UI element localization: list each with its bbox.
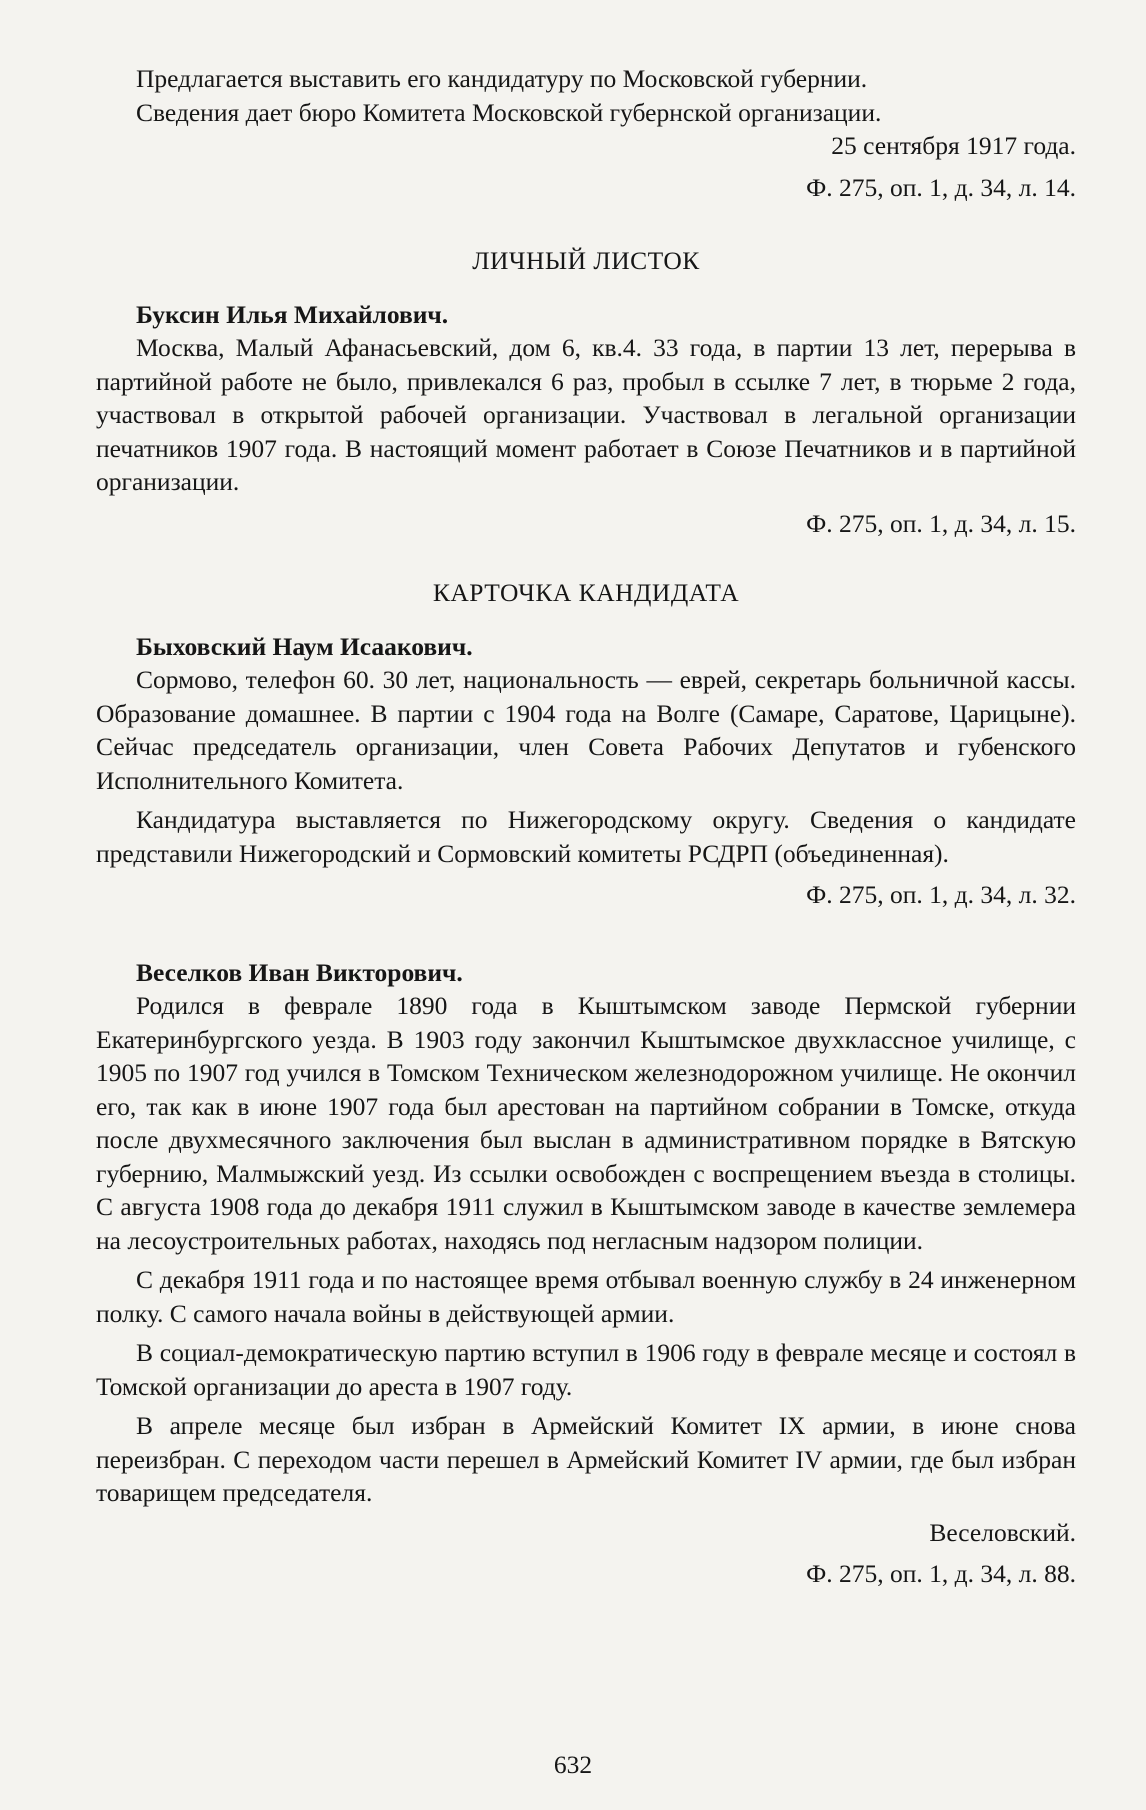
signature: Веселовский. [929,1517,1076,1547]
paragraph: Сормово, телефон 60. 30 лет, национальность — еврей, секретарь больничной кассы. Образование домашнее. В партии с 1904 года на Волге (Самаре, Саратове, Царицыне). Сейчас председатель организации, член Совета Рабочих Депутатов и губенского Исполнительного Комитета. [96,665,1076,795]
intro-section [96,62,1076,204]
paragraph: Родился в феврале 1890 года в Кыштымском заводе Пермской губернии Екатеринбургского уезда. В 1903 году закончил Кыштымское двухклассное училище, с 1905 по 1907 год учился в Томском Техническом железнодорожном училище. Не окончил его, так как в июне 1907 года был арестован на партийном собрании в Томске, откуда после двухмесячного заключения был выслан в административном порядке в Вятскую губернию, Малмыжский уезд. Из ссылки освобожден с воспрещением въезда в столицы. С августа 1908 года до декабря 1911 служил в Кыштымском заводе в качестве землемера на лесоустроительных работах, находясь под негласным надзором полиции. [96,991,1076,1255]
archive-reference: Ф. 275, оп. 1, д. 34, л. 88. [806,1559,1076,1588]
intro-line-1: Предлагается выставить его кандидатуру по Московской губернии. [136,64,868,93]
intro-date: 25 сентября 1917 года. [831,131,1076,160]
section-heading: КАРТОЧКА КАНДИДАТА [432,578,740,607]
paragraph: В апреле месяце был избран в Армейский Комитет IX армии, в июне снова переизбран. С переходом части перешел в Армейский Комитет IV армии, где был избран товарищем председателя. [96,1411,1076,1507]
biography-section [96,956,1076,1591]
paragraph: В социал-демократическую партию вступил в 1906 году в феврале месяце и состоял в Томской организации до ареста в 1907 году. [96,1338,1076,1401]
archive-reference: Ф. 275, оп. 1, д. 34, л. 14. [806,172,1076,202]
person-name: Буксин Илья Михайлович. [136,299,449,329]
intro-line-2: Сведения дает бюро Комитета Московской губернской организации. [136,97,882,127]
section-heading: ЛИЧНЫЙ ЛИСТОК [472,246,700,275]
archive-reference: Ф. 275, оп. 1, д. 34, л. 32. [806,880,1076,909]
person-name: Быховский Наум Исаакович. [136,631,473,661]
paragraph: Кандидатура выставляется по Нижегородскому округу. Сведения о кандидате представили Нижегородский и Сормовский комитеты РСДРП (объединенная). [96,805,1076,868]
paragraph: Москва, Малый Афанасьевский, дом 6, кв.4. 33 года, в партии 13 лет, перерыва в партийной работе не было, привлекался 6 раз, пробыл в ссылке 7 лет, в тюрьме 2 года, участвовал в открытой рабочей организации. Участвовал в легальной организации печатников 1907 года. В настоящий момент работает в Союзе Печатников и в партийной организации. [96,333,1076,496]
archive-reference: Ф. 275, оп. 1, д. 34, л. 15. [806,508,1076,538]
person-name: Веселков Иван Викторович. [136,957,463,987]
personal-sheet-section [96,244,1076,540]
candidate-card-section [96,576,1076,912]
paragraph: С декабря 1911 года и по настоящее время отбывал военную службу в 24 инженерном полку. С самого начала войны в действующей армии. [96,1265,1076,1328]
page-number: 632 [553,1750,593,1779]
